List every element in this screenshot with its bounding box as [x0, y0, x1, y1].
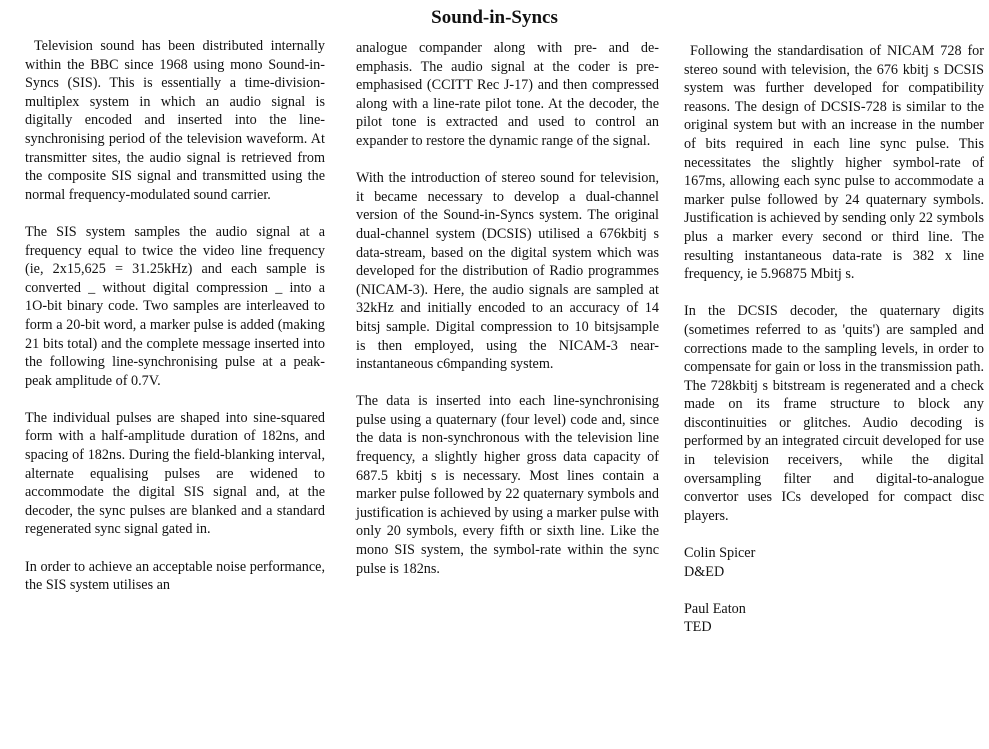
column-2	[356, 39, 659, 597]
paragraph: In order to achieve an acceptable noise performance, the SIS system utilises an	[25, 558, 325, 594]
author-name: Paul Eaton	[684, 600, 746, 617]
article-title: Sound-in-Syncs	[431, 7, 558, 28]
paragraph: Television sound has been distributed internally within the BBC since 1968 using mono Sound-in-Syncs (SIS). This is essentially a time-division-multiplex system in which an audio signal is digitally encoded and inserted into the line-synchronising period of the television waveform. At transmitter sites, the audio signal is retrieved from the composite SIS signal and transmitted using the normal frequency-modulated sound carrier.	[25, 38, 325, 203]
paragraph: The data is inserted into each line-synchronising pulse using a quaternary (four level) code and, since the data is non-synchronous with the television line frequency, a slightly higher gross data capacity of 687.5 kbitj s is necessary. Most lines contain a marker pulse followed by 22 quaternary symbols and justification is achieved by using a marker pulse with only 20 symbols, every fifth or sixth line. Like the mono SIS system, the symbol-rate within the sync pulse is 182ns.	[356, 393, 659, 577]
paragraph: With the introduction of stereo sound for television, it became necessary to develop a dual-channel version of the Sound-in-Syncs system. The original dual-channel system (DCSIS) utilised a 676kbitj s data-stream, based on the digital system which was developed for the distribution of Radio programmes (NICAM-3). Here, the audio signals are sampled at 32kHz and initially encoded to an accuracy of 14 bitsj sample. Digital compression to 10 bitsjsample is then employed, using the NICAM-3 near-instantaneous c6mpanding system.	[356, 170, 659, 373]
paragraph: Following the standardisation of NICAM 728 for stereo sound with television, the 676 kbitj s DCSIS system was further developed for compatibility reasons. The design of DCSIS-728 is similar to the original system but with an increase in the number of bits required in each line sync pulse. This necessitates the slightly higher symbol-rate of 167ms, allowing each sync pulse to accommodate a marker pulse followed by 24 quaternary symbols. Justification is achieved by sending only 22 symbols plus a marker every second or third line. The resulting instantaneous data-rate is 382 x line frequency, ie 5.96875 Mbitj s.	[684, 43, 984, 283]
author-signature	[684, 544, 984, 581]
author-name: Colin Spicer	[684, 545, 756, 562]
paragraph: The SIS system samples the audio signal at a frequency equal to twice the video line frequency (ie, 2x15,625 = 31.25kHz) and each sample is converted _ without digital compression _ into a 1O-bit binary code. Two samples are interleaved to form a 20-bit word, a marker pulse is added (making 21 bits total) and the complete message inserted into the following line-synchronising pulse at a peak-peak amplitude of 0.7V.	[25, 223, 325, 389]
author-department: TED	[684, 619, 712, 636]
paragraph: The individual pulses are shaped into sine-squared form with a half-amplitude duration of 182ns, and spacing of 182ns. During the field-blanking interval, alternate equalising pulses are widened to accommodate the digital SIS signal and, at the decoder, the sync pulses are blanked and a standard regenerated sync signal gated in.	[25, 409, 325, 538]
author-signature	[684, 600, 984, 637]
author-department: D&ED	[684, 563, 725, 580]
paragraph: analogue compander along with pre- and de-emphasis. The audio signal at the coder is pre-emphasised (CCITT Rec J-17) and then compressed along with a line-rate pilot tone. At the decoder, the pilot tone is extracted and used to control an expander to restore the dynamic range of the signal.	[356, 40, 659, 149]
column-3	[684, 42, 984, 656]
column-1	[25, 37, 325, 613]
paragraph: In the DCSIS decoder, the quaternary digits (sometimes referred to as 'quits') are sampled and corrections made to the sampling levels, in order to compensate for gain or loss in the transmission path. The 728kbitj s bitstream is regenerated and a check made on its frame structure to block any discontinuities or glitches. Audio decoding is performed by an integrated circuit developed for use in television receivers, while the digital oversampling filter and digital-to-analogue convertor uses ICs developed for compact disc players.	[684, 303, 984, 524]
